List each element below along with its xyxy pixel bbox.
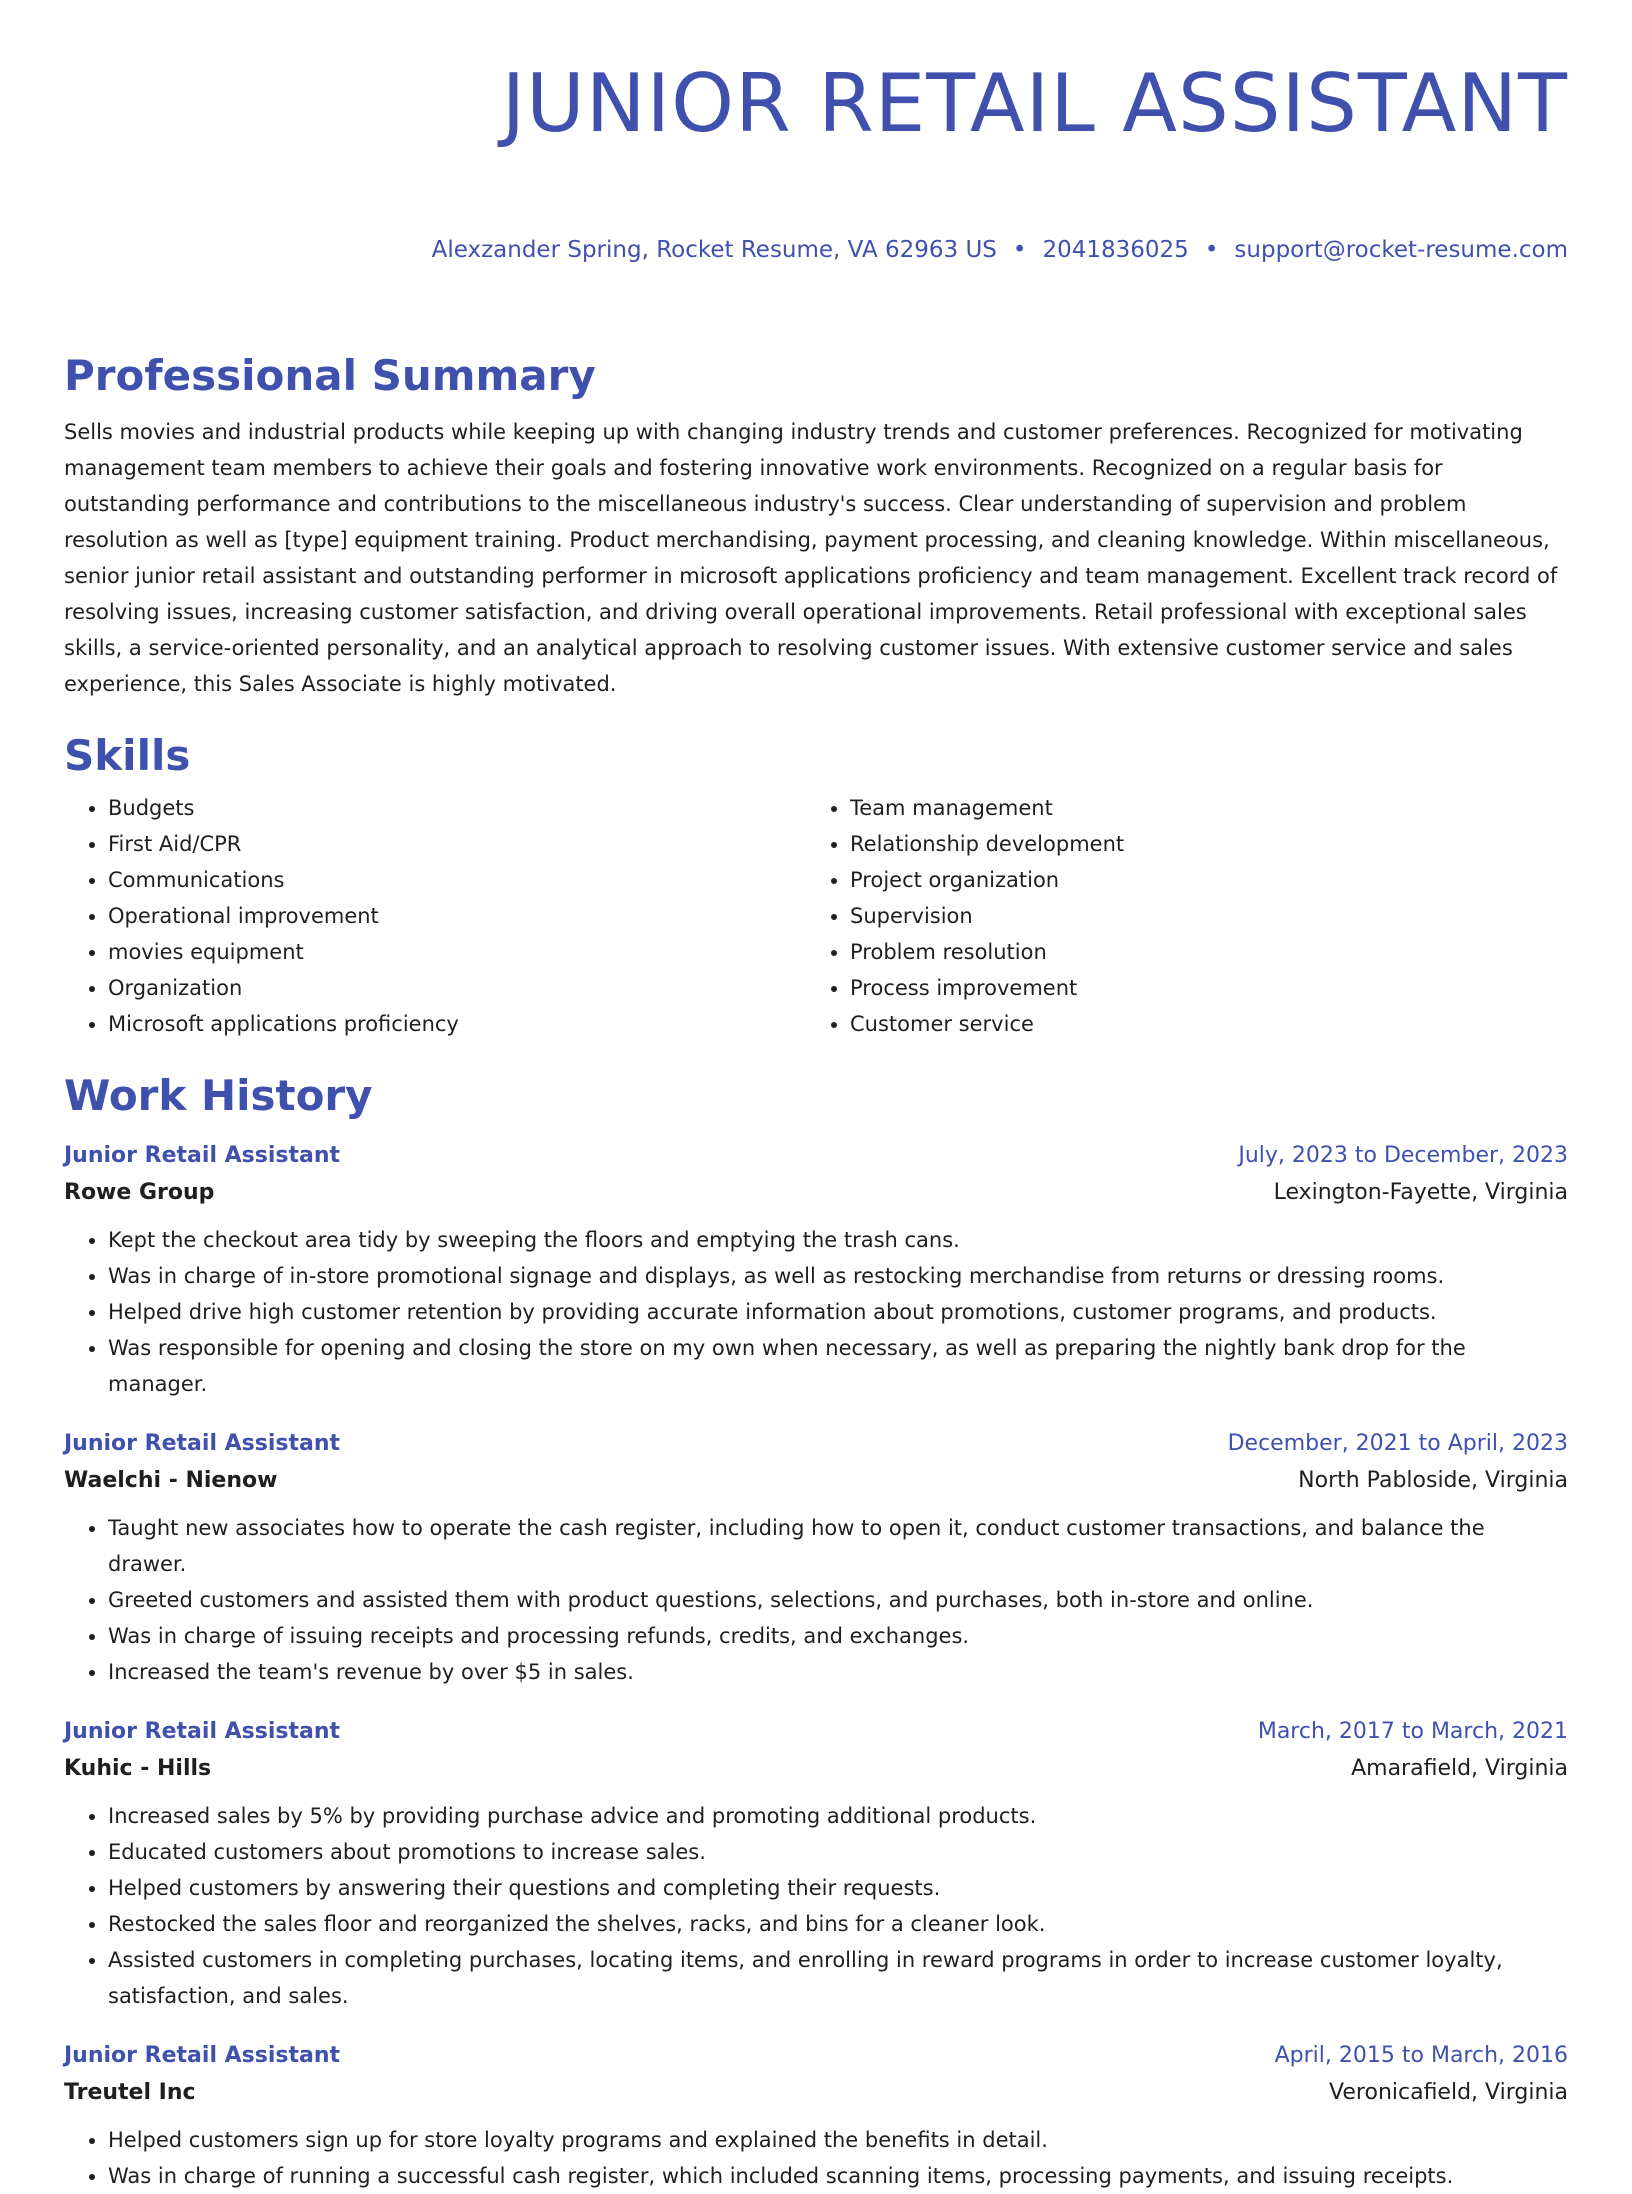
job-bullet: • Assisted customers in completing purchases, locating items, and enrolling in reward programs in order to increase customer loyalty, satisfaction, and sales. [108,1942,1568,2014]
skill-item: • Operational improvement [108,898,806,934]
skill-item: • Organization [108,970,806,1006]
skill-item: • First Aid/CPR [108,826,806,862]
skill-item: • Budgets [108,790,806,826]
resume-title: JUNIOR RETAIL ASSISTANT [501,57,1568,150]
job-company: Rowe Group [64,1180,215,1205]
skill-item: • Project organization [850,862,1566,898]
job-bullets [64,1222,1568,1402]
job-bullets [64,2122,1568,2194]
job-company: Waelchi - Nienow [64,1468,278,1493]
job-bullet: • Taught new associates how to operate the cash register, including how to open it, conduct customer transactions, and balance the drawer. [108,1510,1568,1582]
job-dates: April, 2015 to March, 2016 [1274,2043,1568,2068]
job-bullet: • Helped customers sign up for store loyalty programs and explained the benefits in detail. [108,2122,1568,2158]
job-dates: March, 2017 to March, 2021 [1257,1719,1568,1744]
job-bullet: • Educated customers about promotions to increase sales. [108,1834,1568,1870]
skill-item: • Relationship development [850,826,1566,862]
job-bullet: • Increased the team's revenue by over $5 in sales. [108,1654,1568,1690]
job-company: Treutel Inc [64,2080,196,2105]
job-company: Kuhic - Hills [64,1756,212,1781]
contact-phone: 2041836025 [1042,237,1189,263]
job-bullet: • Increased sales by 5% by providing purchase advice and promoting additional products. [108,1798,1568,1834]
skills-heading: Skills [64,731,191,780]
job-title: Junior Retail Assistant [64,2043,341,2068]
job-location: North Pabloside, Virginia [1298,1468,1568,1493]
summary-section [64,350,1568,702]
job-bullet: • Helped customers by answering their questions and completing their requests. [108,1870,1568,1906]
job-location: Lexington-Fayette, Virginia [1273,1180,1568,1205]
work-history-heading: Work History [64,1071,373,1120]
job-bullets [64,1510,1568,1690]
skills-section [64,730,1568,1042]
skill-item: • Supervision [850,898,1566,934]
job-bullet: • Restocked the sales floor and reorganized the shelves, racks, and bins for a cleaner look. [108,1906,1568,1942]
job-dates: July, 2023 to December, 2023 [1238,1143,1568,1168]
job-bullet: • Kept the checkout area tidy by sweeping the floors and emptying the trash cans. [108,1222,1568,1258]
job-entry [64,1426,1568,1690]
job-title: Junior Retail Assistant [64,1143,341,1168]
skill-item: • movies equipment [108,934,806,970]
skill-item: • Team management [850,790,1566,826]
contact-separator: • [1012,237,1027,263]
job-location: Veronicafield, Virginia [1329,2080,1568,2105]
job-bullet: • Was in charge of in-store promotional signage and displays, as well as restocking merchandise from returns or dressing rooms. [108,1258,1568,1294]
job-entry [64,2038,1568,2194]
summary-text: Sells movies and industrial products while keeping up with changing industry trends and customer preferences. Recognized for motivating management team members to achieve their goals and fostering innovative work environments. Recognized on a regular basis for outstanding performance and contributions to the miscellaneous industry's success. Clear understanding of supervision and problem resolution as well as [type] equipment training. Product merchandising, payment processing, and cleaning knowledge. Within miscellaneous, senior junior retail assistant and outstanding performer in microsoft applications proficiency and team management. Excellent track record of resolving issues, increasing customer satisfaction, and driving overall operational improvements. Retail professional with exceptional sales skills, a service-oriented personality, and an analytical approach to resolving customer issues. With extensive customer service and sales experience, this Sales Associate is highly motivated. [64,420,1558,696]
contact-address: Alexzander Spring, Rocket Resume, VA 62963 US [431,237,997,263]
job-bullet: • Was in charge of issuing receipts and processing refunds, credits, and exchanges. [108,1618,1568,1654]
resume-header [64,56,1568,266]
job-bullet: • Greeted customers and assisted them with product questions, selections, and purchases, both in-store and online. [108,1582,1568,1618]
skills-column-right [806,790,1566,1042]
skills-grid [64,790,1568,1042]
work-history-section [64,1070,1568,2194]
contact-separator: • [1204,237,1219,263]
job-title: Junior Retail Assistant [64,1431,341,1456]
skill-item: • Communications [108,862,806,898]
job-title: Junior Retail Assistant [64,1719,341,1744]
job-entry [64,1138,1568,1402]
summary-heading: Professional Summary [64,351,596,400]
job-bullet: • Helped drive high customer retention by providing accurate information about promotions, customer programs, and products. [108,1294,1568,1330]
job-bullet: • Was responsible for opening and closing the store on my own when necessary, as well as preparing the nightly bank drop for the manager. [108,1330,1568,1402]
skill-item: • Process improvement [850,970,1566,1006]
skill-item: • Customer service [850,1006,1566,1042]
skill-item: • Problem resolution [850,934,1566,970]
contact-line [64,234,1568,266]
job-location: Amarafield, Virginia [1351,1756,1568,1781]
skill-item: • Microsoft applications proficiency [108,1006,806,1042]
job-dates: December, 2021 to April, 2023 [1227,1431,1568,1456]
job-bullets [64,1798,1568,2014]
contact-email: support@rocket-resume.com [1234,237,1568,263]
job-bullet: • Was in charge of running a successful cash register, which included scanning items, processing payments, and issuing receipts. [108,2158,1568,2194]
job-entry [64,1714,1568,2014]
skills-column-left [64,790,806,1042]
